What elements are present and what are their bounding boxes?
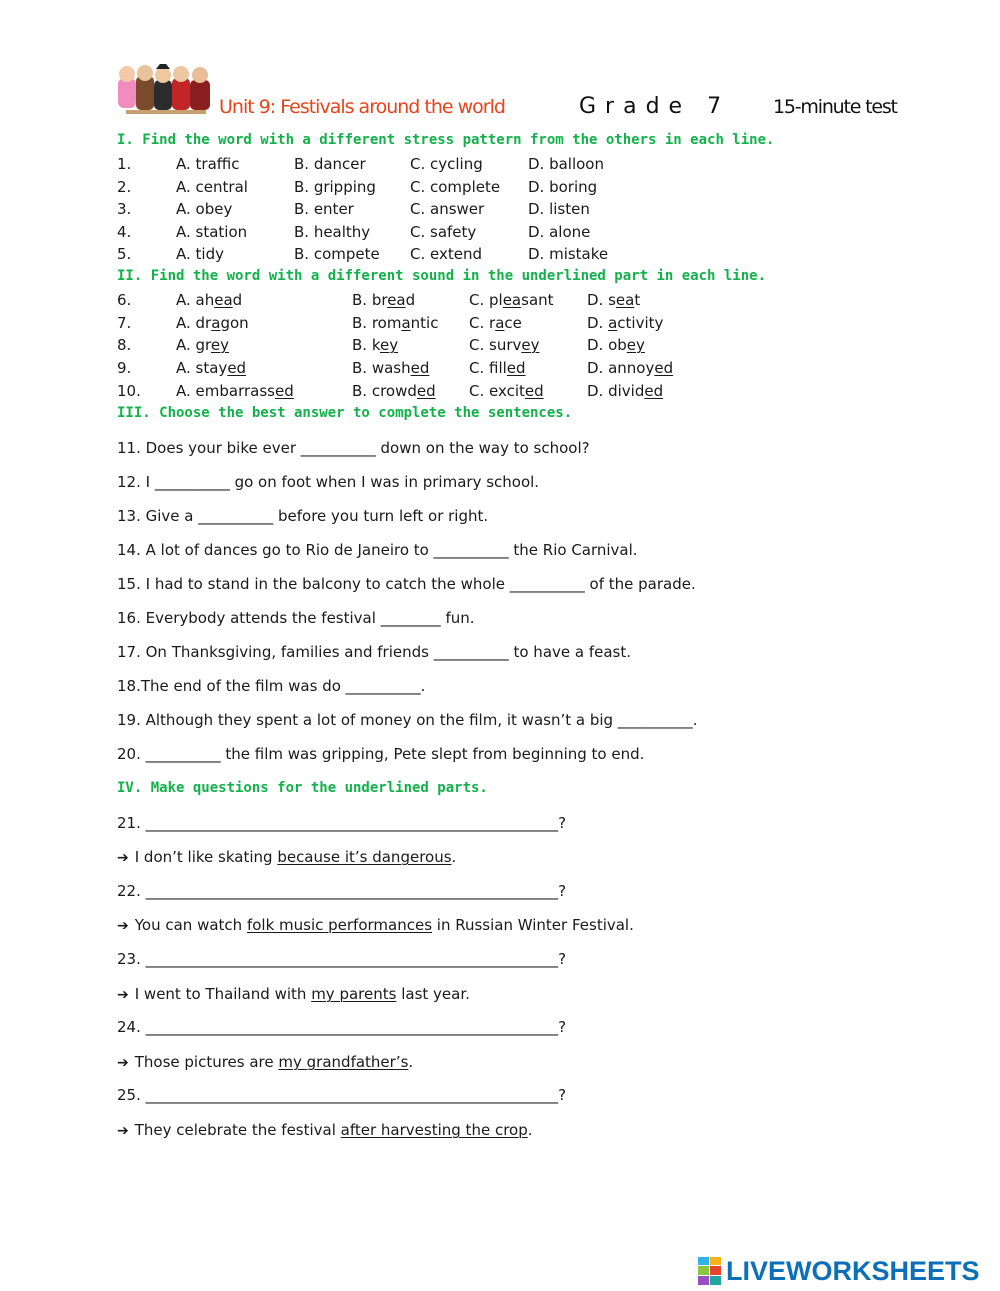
s1-option-b: B. compete [294,245,380,263]
question-item: 16. Everybody attends the festival ________ fun. [117,609,475,627]
answer-line: 22. _______________________________________________________? [117,882,567,900]
arrow-icon: ➔ [117,1123,129,1139]
section-3-heading: III. Choose the best answer to complete the sentences. [117,405,573,421]
prompt-sentence: ➔ They celebrate the festival after harvesting the crop. [117,1121,533,1139]
s1-num: 5. [117,245,132,263]
question-item: 12. I __________ go on foot when I was in primary school. [117,473,540,491]
s2-option-d: D. seat [587,291,641,309]
s1-option-d: D. listen [528,200,590,218]
s2-option-a: A. grey [176,336,230,354]
s2-option-d: D. divided [587,382,664,400]
s2-option-c: C. race [469,314,522,332]
section-1-heading: I. Find the word with a different stress pattern from the others in each line. [117,132,775,148]
s2-option-b: B. washed [352,359,430,377]
s2-option-d: D. activity [587,314,664,332]
question-item: 14. A lot of dances go to Rio de Janeiro to __________ the Rio Carnival. [117,541,638,559]
s1-option-b: B. enter [294,200,354,218]
s1-option-d: D. alone [528,223,591,241]
liveworksheets-logo-icon [698,1257,722,1285]
s1-option-d: D. balloon [528,155,604,173]
s2-option-d: D. annoyed [587,359,674,377]
s2-option-a: A. ahead [176,291,243,309]
s2-option-b: B. key [352,336,399,354]
s1-option-a: A. obey [176,200,233,218]
festival-clipart [116,64,216,116]
arrow-icon: ➔ [117,850,129,866]
liveworksheets-logo[interactable] [698,1256,980,1286]
section-4-heading: IV. Make questions for the underlined parts. [117,780,488,796]
question-item: 19. Although they spent a lot of money on the film, it wasn’t a big __________. [117,711,698,729]
s2-num: 7. [117,314,132,332]
s2-option-a: A. embarrassed [176,382,294,400]
question-item: 17. On Thanksgiving, families and friends __________ to have a feast. [117,643,632,661]
s1-option-a: A. central [176,178,248,196]
question-item: 11. Does your bike ever __________ down on the way to school? [117,439,590,457]
s1-option-b: B. healthy [294,223,371,241]
answer-line: 24. _______________________________________________________? [117,1018,567,1036]
s2-option-b: B. romantic [352,314,439,332]
s1-option-b: B. dancer [294,155,366,173]
s2-num: 6. [117,291,132,309]
prompt-sentence: ➔ I went to Thailand with my parents last year. [117,985,470,1003]
s1-option-c: C. extend [410,245,482,263]
s2-option-c: C. excited [469,382,544,400]
prompt-sentence: ➔ You can watch folk music performances in Russian Winter Festival. [117,916,634,934]
unit-title: Unit 9: Festivals around the world [219,96,505,118]
s2-option-a: A. stayed [176,359,247,377]
question-item: 15. I had to stand in the balcony to catch the whole __________ of the parade. [117,575,696,593]
s1-option-a: A. tidy [176,245,224,263]
grade-label: Grade 7 [579,94,731,119]
s1-option-a: A. traffic [176,155,240,173]
arrow-icon: ➔ [117,918,129,934]
question-item: 20. __________ the film was gripping, Pete slept from beginning to end. [117,745,645,763]
s2-option-c: C. pleasant [469,291,554,309]
test-type-label: 15-minute test [773,96,897,118]
s2-num: 10. [117,382,141,400]
s1-option-c: C. answer [410,200,485,218]
s1-num: 4. [117,223,132,241]
s1-num: 1. [117,155,132,173]
s1-option-c: C. complete [410,178,501,196]
s1-option-a: A. station [176,223,248,241]
answer-line: 25. _______________________________________________________? [117,1086,567,1104]
s2-num: 9. [117,359,132,377]
s1-num: 3. [117,200,132,218]
s2-option-c: C. filled [469,359,526,377]
s1-option-c: C. safety [410,223,477,241]
s2-num: 8. [117,336,132,354]
s1-num: 2. [117,178,132,196]
prompt-sentence: ➔ I don’t like skating because it’s dangerous. [117,848,457,866]
s1-option-d: D. boring [528,178,598,196]
prompt-sentence: ➔ Those pictures are my grandfather’s. [117,1053,414,1071]
answer-line: 23. _______________________________________________________? [117,950,567,968]
section-2-heading: II. Find the word with a different sound in the underlined part in each line. [117,268,767,284]
question-item: 18.The end of the film was do __________. [117,677,426,695]
s2-option-d: D. obey [587,336,645,354]
liveworksheets-brand-text: LIVEWORKSHEETS [726,1255,980,1286]
s2-option-c: C. survey [469,336,540,354]
answer-line: 21. _______________________________________________________? [117,814,567,832]
arrow-icon: ➔ [117,987,129,1003]
s1-option-b: B. gripping [294,178,376,196]
question-item: 13. Give a __________ before you turn left or right. [117,507,489,525]
s1-option-c: C. cycling [410,155,483,173]
s1-option-d: D. mistake [528,245,609,263]
s2-option-a: A. dragon [176,314,249,332]
arrow-icon: ➔ [117,1055,129,1071]
s2-option-b: B. crowded [352,382,436,400]
s2-option-b: B. bread [352,291,416,309]
